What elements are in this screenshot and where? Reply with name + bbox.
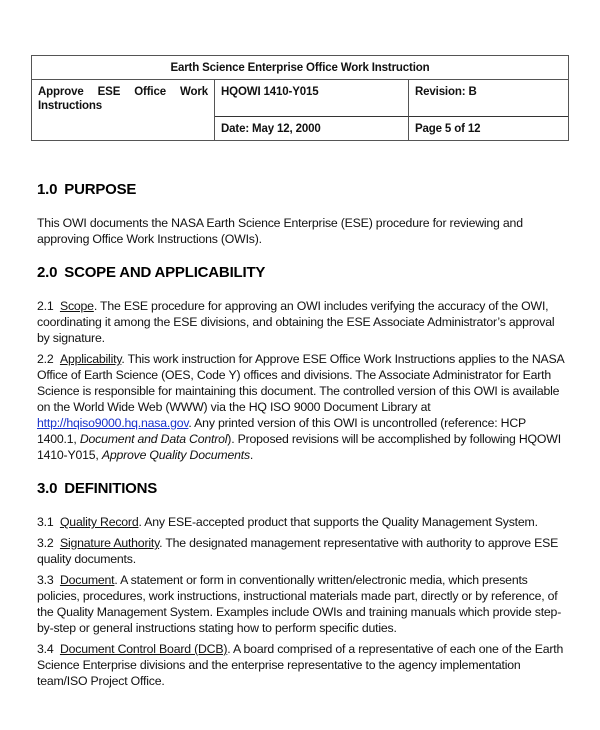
item-number: 2.1 [37,299,54,313]
defined-term: Document [59,573,115,587]
section-heading-purpose [37,180,567,200]
definition-quality-record [37,514,567,530]
reference-title: Approve Quality Documents [101,448,250,462]
defined-term: Quality Record [59,515,139,529]
section-title: DEFINITIONS [64,480,158,497]
section-heading-scope [37,263,567,283]
header-title-word: Approve [38,86,84,98]
section-number: 2.0 [37,264,58,281]
item-text: ). Proposed revisions will be accomplished by following HQOWI 1410-Y015, [37,432,561,462]
item-number: 3.3 [37,573,54,587]
header-document-number: HQOWI 1410-Y015 [215,80,409,117]
header-title-word: ESE [97,86,121,98]
defined-term: Signature Authority [59,536,160,550]
item-number: 2.2 [37,352,54,366]
reference-title: Document and Data Control [79,432,228,446]
document-header-table [31,55,569,141]
section-number: 1.0 [37,181,58,198]
header-title-word: Office [134,86,166,98]
section-title: PURPOSE [64,181,137,198]
item-text: . A board comprised of a representative of each one of the Earth Science Enterprise divisions and the enterprise representative to the agency implementation team/ISO Project Office. [37,642,564,688]
item-text: . Any printed version of this OWI is uncontrolled (reference: HCP 1400.1, [37,416,526,446]
section-number: 3.0 [37,480,58,497]
item-number: 3.1 [37,515,54,529]
definition-signature-authority [37,535,567,567]
header-document-title-line1 [38,85,208,99]
header-title: Earth Science Enterprise Office Work Instruction [32,56,568,80]
iso-library-link[interactable]: http://hqiso9000.hq.nasa.gov [37,416,189,430]
item-text: . This work instruction for Approve ESE Office Work Instructions applies to the NASA Office of Earth Science (OES, Code Y) offices and divisions. The Associate Administrator for Earth Science is responsible for maintaining this document. The controlled version of this OWI is available on the World Wide Web (WWW) via the HQ ISO 9000 Document Library at [37,352,564,414]
section-heading-definitions [37,479,567,499]
item-text: . The designated management representative with authority to approve ESE quality documents. [37,536,559,566]
document-body [37,180,567,689]
item-text: . [249,448,254,462]
purpose-paragraph: This OWI documents the NASA Earth Science Enterprise (ESE) procedure for reviewing and approving Office Work Instructions (OWIs). [37,216,523,246]
item-text: . A statement or form in conventionally written/electronic media, which presents policies, procedures, work instructions, instructional materials made part, directly or by reference, of the Quality Management System. Examples include OWIs and training manuals which provide step-by-step or general instructions stating how to perform specific duties. [37,573,562,635]
defined-term: Document Control Board (DCB) [59,642,228,656]
definition-document [37,572,567,636]
header-revision: Revision: B [409,80,568,117]
header-document-title-line2: Instructions [38,100,103,112]
section-title: SCOPE AND APPLICABILITY [64,264,266,281]
item-text: . The ESE procedure for approving an OWI includes verifying the accuracy of the OWI, coordinating it among the ESE divisions, and obtaining the ESE Associate Administrator’s approval by signature. [37,299,555,345]
header-title-word: Work [180,86,208,98]
header-page-number: Page 5 of 12 [415,123,481,135]
applicability-paragraph [37,351,567,463]
defined-term: Scope [59,299,94,313]
item-text: . Any ESE-accepted product that supports the Quality Management System. [138,515,538,529]
item-number: 3.2 [37,536,54,550]
definition-document-control-board [37,641,567,689]
scope-paragraph [37,298,567,346]
defined-term: Applicability [59,352,122,366]
header-date: Date: May 12, 2000 [215,117,409,141]
header-document-title [32,80,215,141]
item-number: 3.4 [37,642,54,656]
